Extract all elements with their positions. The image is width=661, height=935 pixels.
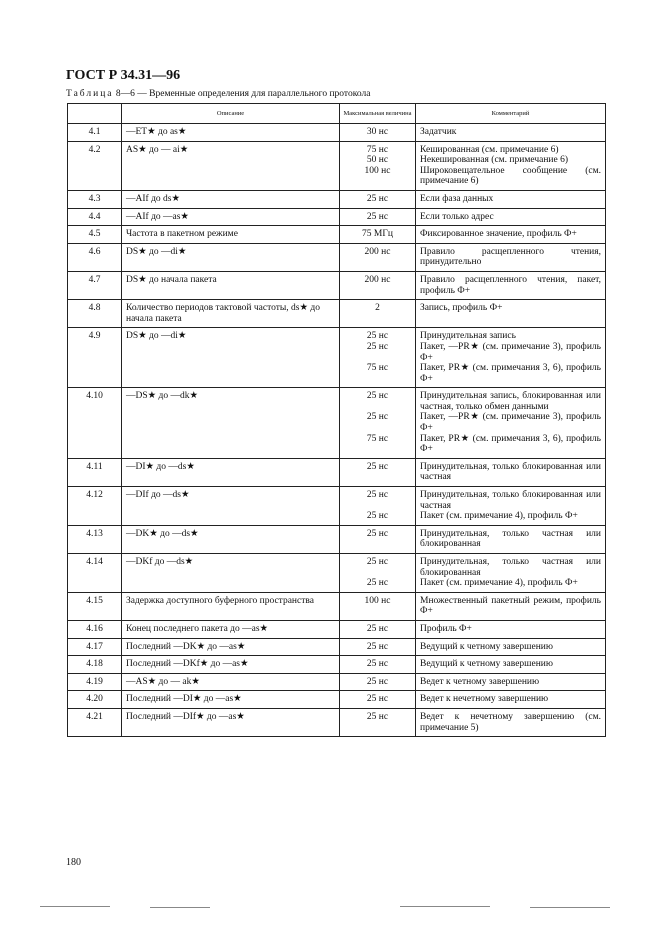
row-number: 4.17 bbox=[68, 638, 122, 656]
table-row bbox=[68, 691, 606, 709]
row-description: DS★ до —di★ bbox=[122, 243, 340, 271]
value-line bbox=[344, 423, 411, 434]
row-number: 4.15 bbox=[68, 592, 122, 620]
table-row bbox=[68, 271, 606, 299]
row-description: Частота в пакетном режиме bbox=[122, 226, 340, 244]
row-max-value bbox=[340, 243, 416, 271]
row-number: 4.19 bbox=[68, 673, 122, 691]
page-number: 180 bbox=[66, 857, 81, 868]
table-row bbox=[68, 458, 606, 486]
value-line: 100 нс bbox=[364, 165, 391, 176]
scan-line bbox=[40, 906, 110, 907]
row-description: —DS★ до —dk★ bbox=[122, 388, 340, 459]
value-line: 25 нс bbox=[366, 623, 389, 634]
row-max-value bbox=[340, 708, 416, 736]
value-line: 200 нс bbox=[364, 246, 391, 257]
row-description: —DI★ до —ds★ bbox=[122, 458, 340, 486]
value-line bbox=[344, 568, 411, 579]
row-max-value bbox=[340, 487, 416, 526]
row-max-value bbox=[340, 226, 416, 244]
value-line: 25 нс bbox=[366, 331, 389, 342]
row-comment: Принудительная запись, блокированная или частная, только обмен данными Пакет, —PR★ (см. примечание 3), профиль Ф+ Пакет, PR★ (см. примечания 3, 6), профиль Ф+ bbox=[416, 388, 606, 459]
value-line bbox=[344, 402, 411, 413]
table-row bbox=[68, 226, 606, 244]
table-row bbox=[68, 141, 606, 190]
table-row bbox=[68, 208, 606, 226]
table-row bbox=[68, 388, 606, 459]
row-max-value bbox=[340, 328, 416, 388]
value-line: 30 нс bbox=[366, 127, 389, 137]
timing-table bbox=[67, 103, 606, 737]
row-comment: Принудительная, только блокированная или частная Пакет (см. примечание 4), профиль Ф+ bbox=[416, 487, 606, 526]
row-max-value bbox=[340, 592, 416, 620]
value-line: 25 нс bbox=[366, 391, 389, 402]
row-number: 4.8 bbox=[68, 300, 122, 328]
row-description: DS★ до начала пакета bbox=[122, 271, 340, 299]
table-header-row bbox=[68, 104, 606, 124]
table-row bbox=[68, 554, 606, 593]
row-max-value bbox=[340, 271, 416, 299]
row-number: 4.2 bbox=[68, 141, 122, 190]
value-line: 25 нс bbox=[366, 676, 389, 687]
row-comment: Ведет к четному завершению bbox=[416, 673, 606, 691]
table-row bbox=[68, 300, 606, 328]
row-comment: Фиксированное значение, профиль Ф+ bbox=[416, 226, 606, 244]
row-number: 4.1 bbox=[68, 124, 122, 142]
row-comment: Кешированная (см. примечание 6) Некешированная (см. примечание 6) Широковещательное сообщение (см. примечание 6) bbox=[416, 141, 606, 190]
row-max-value bbox=[340, 190, 416, 208]
value-line: 25 нс bbox=[366, 341, 389, 352]
value-line: 25 нс bbox=[366, 578, 389, 589]
row-max-value bbox=[340, 300, 416, 328]
row-comment: Ведет к нечетному завершению (см. примечание 5) bbox=[416, 708, 606, 736]
table-row bbox=[68, 328, 606, 388]
value-line bbox=[344, 353, 411, 364]
row-description: Последний —DI★ до —as★ bbox=[122, 691, 340, 709]
row-max-value bbox=[340, 208, 416, 226]
table-row bbox=[68, 525, 606, 553]
row-max-value bbox=[340, 525, 416, 553]
row-comment: Правило расщепленного чтения, пакет, профиль Ф+ bbox=[416, 271, 606, 299]
table-row bbox=[68, 124, 606, 142]
row-max-value bbox=[340, 656, 416, 674]
row-description: —AIf до —as★ bbox=[122, 208, 340, 226]
value-line: 2 bbox=[375, 303, 380, 314]
value-line: 25 нс bbox=[366, 412, 389, 423]
table-row bbox=[68, 708, 606, 736]
row-number: 4.11 bbox=[68, 458, 122, 486]
row-comment: Правило расщепленного чтения, принудительно bbox=[416, 243, 606, 271]
value-line: 25 нс bbox=[366, 641, 389, 652]
row-number: 4.16 bbox=[68, 620, 122, 638]
row-description: DS★ до —di★ bbox=[122, 328, 340, 388]
value-line: 75 нс bbox=[366, 433, 389, 444]
value-line: 25 нс bbox=[366, 557, 389, 567]
row-number: 4.6 bbox=[68, 243, 122, 271]
row-description: Последний —DIf★ до —as★ bbox=[122, 708, 340, 736]
row-description: Количество периодов тактовой частоты, ds★ до начала пакета bbox=[122, 300, 340, 328]
row-description: —AS★ до — ak★ bbox=[122, 673, 340, 691]
row-comment: Ведущий к четному завершению bbox=[416, 638, 606, 656]
row-description: —DKf до —ds★ bbox=[122, 554, 340, 593]
row-max-value bbox=[340, 554, 416, 593]
row-comment: Если фаза данных bbox=[416, 190, 606, 208]
scan-line bbox=[400, 906, 490, 907]
row-description: —DIf до —ds★ bbox=[122, 487, 340, 526]
value-line: 25 нс bbox=[366, 694, 389, 705]
value-line: 100 нс bbox=[364, 595, 391, 606]
header-max-value: Максимальная величина bbox=[340, 104, 416, 124]
header-comment: Комментарий bbox=[416, 104, 606, 124]
value-line: 25 нс bbox=[366, 490, 389, 501]
row-number: 4.12 bbox=[68, 487, 122, 526]
row-max-value bbox=[340, 458, 416, 486]
row-comment: Множественный пакетный режим, профиль Ф+ bbox=[416, 592, 606, 620]
table-row bbox=[68, 243, 606, 271]
row-max-value bbox=[340, 141, 416, 190]
row-description: Задержка доступного буферного пространства bbox=[122, 592, 340, 620]
value-line: 75 нс bbox=[366, 363, 389, 374]
row-description: AS★ до — ai★ bbox=[122, 141, 340, 190]
value-line bbox=[344, 501, 411, 512]
row-number: 4.3 bbox=[68, 190, 122, 208]
row-number: 4.14 bbox=[68, 554, 122, 593]
table-label: Таблица bbox=[66, 89, 114, 99]
row-comment: Задатчик bbox=[416, 124, 606, 142]
row-description: Последний —DKf★ до —as★ bbox=[122, 656, 340, 674]
row-comment: Принудительная, только блокированная или частная bbox=[416, 458, 606, 486]
row-number: 4.5 bbox=[68, 226, 122, 244]
row-number: 4.4 bbox=[68, 208, 122, 226]
row-max-value bbox=[340, 638, 416, 656]
value-line: 25 нс bbox=[366, 528, 389, 539]
table-row bbox=[68, 620, 606, 638]
row-number: 4.21 bbox=[68, 708, 122, 736]
value-line: 75 нс bbox=[366, 144, 389, 155]
row-number: 4.10 bbox=[68, 388, 122, 459]
value-line: 25 нс bbox=[366, 461, 389, 472]
row-max-value bbox=[340, 124, 416, 142]
table-row bbox=[68, 592, 606, 620]
row-comment: Принудительная запись Пакет, —PR★ (см. примечание 3), профиль Ф+ Пакет, PR★ (см. примечания 3, 6), профиль Ф+ bbox=[416, 328, 606, 388]
row-number: 4.9 bbox=[68, 328, 122, 388]
document-standard-code: ГОСТ Р 34.31—96 bbox=[66, 68, 181, 83]
header-number bbox=[68, 104, 122, 124]
row-max-value bbox=[340, 388, 416, 459]
value-line: 50 нс bbox=[366, 155, 389, 166]
row-comment: Если только адрес bbox=[416, 208, 606, 226]
row-description: —AIf до ds★ bbox=[122, 190, 340, 208]
row-description: Конец последнего пакета до —as★ bbox=[122, 620, 340, 638]
row-comment: Принудительная, только частная или блокированная Пакет (см. примечание 4), профиль Ф+ bbox=[416, 554, 606, 593]
table-title: 8—6 — Временные определения для параллельного протокола bbox=[113, 89, 371, 99]
row-number: 4.20 bbox=[68, 691, 122, 709]
scan-line bbox=[530, 907, 610, 908]
row-max-value bbox=[340, 673, 416, 691]
value-line: 25 нс bbox=[366, 711, 389, 722]
table-row bbox=[68, 673, 606, 691]
row-number: 4.7 bbox=[68, 271, 122, 299]
row-comment: Ведет к нечетному завершению bbox=[416, 691, 606, 709]
table-row bbox=[68, 190, 606, 208]
header-description: Описание bbox=[122, 104, 340, 124]
row-number: 4.13 bbox=[68, 525, 122, 553]
value-line: 25 нс bbox=[366, 211, 389, 222]
row-description: —ET★ до as★ bbox=[122, 124, 340, 142]
table-body bbox=[68, 124, 606, 737]
row-comment: Запись, профиль Ф+ bbox=[416, 300, 606, 328]
row-comment: Ведущий к четному завершению bbox=[416, 656, 606, 674]
row-max-value bbox=[340, 620, 416, 638]
row-number: 4.18 bbox=[68, 656, 122, 674]
row-max-value bbox=[340, 691, 416, 709]
row-comment: Профиль Ф+ bbox=[416, 620, 606, 638]
value-line: 25 нс bbox=[366, 511, 389, 522]
value-line: 200 нс bbox=[364, 274, 391, 285]
row-description: —DK★ до —ds★ bbox=[122, 525, 340, 553]
row-description: Последний —DK★ до —as★ bbox=[122, 638, 340, 656]
value-line: 75 МГц bbox=[362, 229, 393, 240]
scan-line bbox=[150, 907, 210, 908]
table-caption bbox=[66, 89, 370, 99]
row-comment: Принудительная, только частная или блокированная bbox=[416, 525, 606, 553]
table-row bbox=[68, 487, 606, 526]
table-row bbox=[68, 656, 606, 674]
value-line: 25 нс bbox=[366, 193, 389, 204]
table-row bbox=[68, 638, 606, 656]
value-line: 25 нс bbox=[366, 659, 389, 670]
